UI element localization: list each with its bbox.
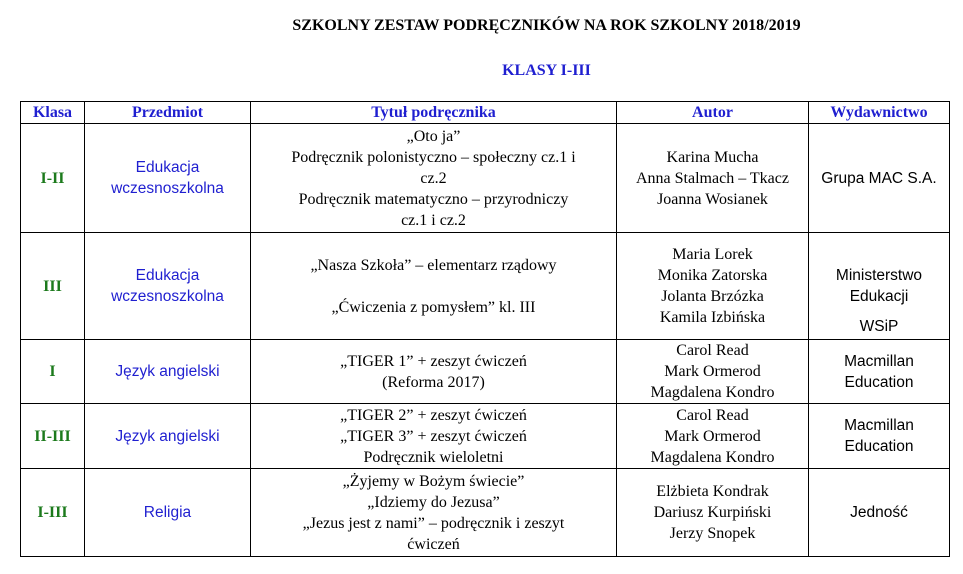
subject-cell	[85, 233, 251, 340]
publisher-line: Macmillan	[844, 417, 914, 434]
author-line: Dariusz Kurpiński	[653, 504, 772, 521]
publisher-cell	[809, 233, 950, 340]
publisher-line: Edukacji	[849, 288, 909, 305]
publisher-line: Education	[844, 438, 914, 455]
subject-line: Edukacja	[135, 159, 200, 176]
title-line: „Nasza Szkoła” – elementarz rządowy	[310, 256, 557, 274]
author-line: Mark Ormerod	[664, 427, 761, 445]
column-header-klasa: Klasa	[21, 102, 85, 124]
title-line: „Ćwiczenia z pomysłem” kl. III	[331, 298, 536, 316]
column-header-wydawnictwo: Wydawnictwo	[809, 102, 950, 124]
publisher-line: Jedność	[850, 504, 908, 521]
table-row	[21, 124, 950, 233]
author-line: Carol Read	[676, 342, 749, 359]
author-line: Mark Ormerod	[664, 363, 761, 380]
author-line: Carol Read	[676, 406, 749, 424]
author-cell	[617, 404, 809, 469]
author-line: Magdalena Kondro	[650, 384, 775, 401]
subject-line: wczesnoszkolna	[111, 180, 224, 197]
title-cell	[251, 233, 617, 340]
author-line: Anna Stalmach – Tkacz	[636, 169, 789, 187]
author-line: Monika Zatorska	[657, 267, 768, 284]
author-cell	[617, 233, 809, 340]
table-row	[21, 233, 950, 340]
author-line: Magdalena Kondro	[650, 448, 775, 466]
title-line: Podręcznik matematyczno – przyrodniczy	[298, 190, 569, 208]
document-subtitle: KLASY I-III	[502, 62, 591, 79]
title-cell	[251, 340, 617, 404]
title-line: Podręcznik wieloletni	[363, 448, 504, 466]
publisher-line: Ministerstwo	[835, 267, 923, 284]
title-line: „Jezus jest z nami” – podręcznik i zeszyt	[302, 514, 565, 532]
publisher-line: WSiP	[859, 318, 899, 335]
author-line: Karina Mucha	[666, 148, 759, 166]
publisher-line: Macmillan	[844, 352, 914, 370]
title-cell	[251, 469, 617, 557]
column-header-przedmiot: Przedmiot	[85, 102, 251, 124]
title-line: „TIGER 2” + zeszyt ćwiczeń	[340, 406, 527, 424]
publisher-cell	[809, 124, 950, 233]
title-line: „TIGER 1” + zeszyt ćwiczeń	[340, 352, 527, 370]
klasa-cell: I-II	[21, 124, 85, 233]
subject-cell	[85, 469, 251, 557]
author-line: Kamila Izbińska	[659, 309, 766, 326]
title-line: (Reforma 2017)	[382, 373, 485, 391]
title-line: „Oto ja”	[406, 127, 461, 145]
subject-line: Edukacja	[135, 267, 200, 284]
title-line: „TIGER 3” + zeszyt ćwiczeń	[340, 427, 527, 445]
table-row	[21, 404, 950, 469]
subject-line: Religia	[143, 504, 192, 521]
klasa-cell: I-III	[21, 469, 85, 557]
subject-line: Język angielski	[115, 427, 220, 445]
publisher-line: Grupa MAC S.A.	[821, 169, 937, 187]
author-line: Jolanta Brzózka	[661, 288, 764, 305]
title-cell	[251, 404, 617, 469]
title-line: cz.1 i cz.2	[401, 211, 466, 229]
publisher-line: Education	[844, 373, 914, 391]
table-header-row	[21, 102, 950, 124]
textbook-table	[20, 101, 950, 557]
author-cell	[617, 469, 809, 557]
title-line: „Idziemy do Jezusa”	[367, 493, 500, 511]
table-row	[21, 469, 950, 557]
author-cell	[617, 124, 809, 233]
author-line: Joanna Wosianek	[657, 190, 768, 208]
title-line: Podręcznik polonistyczno – społeczny cz.1 i	[291, 148, 576, 166]
publisher-cell	[809, 469, 950, 557]
publisher-cell	[809, 404, 950, 469]
column-header-tytul: Tytuł podręcznika	[251, 102, 617, 124]
klasa-cell: II-III	[21, 404, 85, 469]
subject-cell	[85, 124, 251, 233]
title-cell	[251, 124, 617, 233]
author-line: Maria Lorek	[672, 246, 753, 263]
publisher-cell	[809, 340, 950, 404]
title-spacer	[255, 276, 612, 297]
subject-line: wczesnoszkolna	[111, 288, 224, 305]
subject-cell	[85, 404, 251, 469]
table-row	[21, 340, 950, 404]
klasa-cell: III	[21, 233, 85, 340]
title-line: ćwiczeń	[407, 535, 460, 553]
klasa-cell: I	[21, 340, 85, 404]
author-line: Jerzy Snopek	[669, 525, 756, 542]
document-title: SZKOLNY ZESTAW PODRĘCZNIKÓW NA ROK SZKOLNY 2018/2019	[292, 17, 801, 34]
column-header-autor: Autor	[617, 102, 809, 124]
subject-line: Język angielski	[115, 363, 220, 380]
title-line: cz.2	[420, 169, 447, 187]
subject-cell	[85, 340, 251, 404]
author-cell	[617, 340, 809, 404]
author-line: Elżbieta Kondrak	[656, 483, 769, 500]
title-line: „Żyjemy w Bożym świecie”	[342, 472, 525, 490]
